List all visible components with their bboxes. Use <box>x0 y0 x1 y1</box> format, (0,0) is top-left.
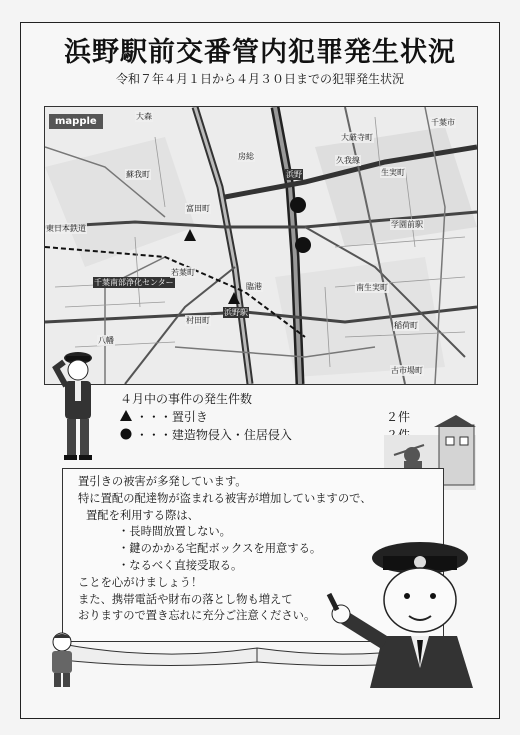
crime-map <box>44 106 478 385</box>
map-label: 千葉市 <box>431 118 455 127</box>
map-label: 大厳寺町 <box>341 133 373 142</box>
map-label: 蘇我町 <box>126 170 150 179</box>
map-label: 若葉町 <box>171 268 195 277</box>
map-label: 学園前駅 <box>391 220 423 229</box>
circle-icon <box>120 428 132 440</box>
map-label: 浜野 <box>286 170 302 179</box>
map-label: 大森 <box>136 112 152 121</box>
legend-theft-label: ・・・置引き <box>135 410 208 424</box>
triangle-icon <box>120 410 132 422</box>
incident-legend <box>120 390 410 444</box>
officer-pointing-illustration <box>325 528 485 698</box>
legend-intrusion-label: ・・・建造物侵入・住居侵入 <box>135 428 292 442</box>
map-label: 東日本鉄道 <box>46 224 86 233</box>
legend-row-theft <box>120 408 410 426</box>
notice-line: ・長時間放置しない。 <box>118 525 231 539</box>
map-label: 古市場町 <box>391 366 423 375</box>
map-label: 村田町 <box>186 316 210 325</box>
map-label: 房総 <box>238 152 254 161</box>
map-label: 浜野駅 <box>224 308 248 317</box>
notice-line: おりますので置き忘れに充分ご注意ください。 <box>78 609 316 623</box>
notice-line: 置配を利用する際は、 <box>86 508 199 522</box>
legend-row-intrusion <box>120 426 410 444</box>
map-label: 南生実町 <box>356 283 388 292</box>
legend-heading: ４月中の事件の発生件数 <box>120 392 253 406</box>
map-label: 稲荷町 <box>394 321 418 330</box>
map-label: 久我線 <box>336 156 360 165</box>
notice-line: ・鍵のかかる宅配ボックスを用意する。 <box>118 542 322 556</box>
notice-line: ・なるべく直接受取る。 <box>118 558 243 572</box>
legend-theft-count: ２件 <box>385 410 410 424</box>
page-title: 浜野駅前交番管内犯罪発生状況 <box>64 37 456 68</box>
notice-line: また、携帯電話や財布の落とし物も増えて <box>78 592 293 606</box>
map-label: 千葉南部浄化センター <box>94 278 174 287</box>
officer-saluting-illustration <box>52 346 104 466</box>
map-label: 八幡 <box>98 336 114 345</box>
intrusion-marker <box>295 237 311 253</box>
page-subtitle: 令和７年４月１日から４月３０日までの犯罪発生状況 <box>115 72 404 86</box>
map-label: 生実町 <box>381 168 405 177</box>
notice-line: ことを心がけましょう！ <box>78 575 203 589</box>
intrusion-marker <box>290 197 306 213</box>
person-illustration <box>44 630 80 690</box>
notice-line: 特に置配の配達物が盗まれる被害が増加していますので、 <box>78 491 372 505</box>
notice-line: 置引きの被害が多発しています。 <box>78 475 247 488</box>
map-label: 富田町 <box>186 204 210 213</box>
map-label: 臨港 <box>246 282 262 291</box>
map-brand-logo: mapple <box>49 114 103 129</box>
